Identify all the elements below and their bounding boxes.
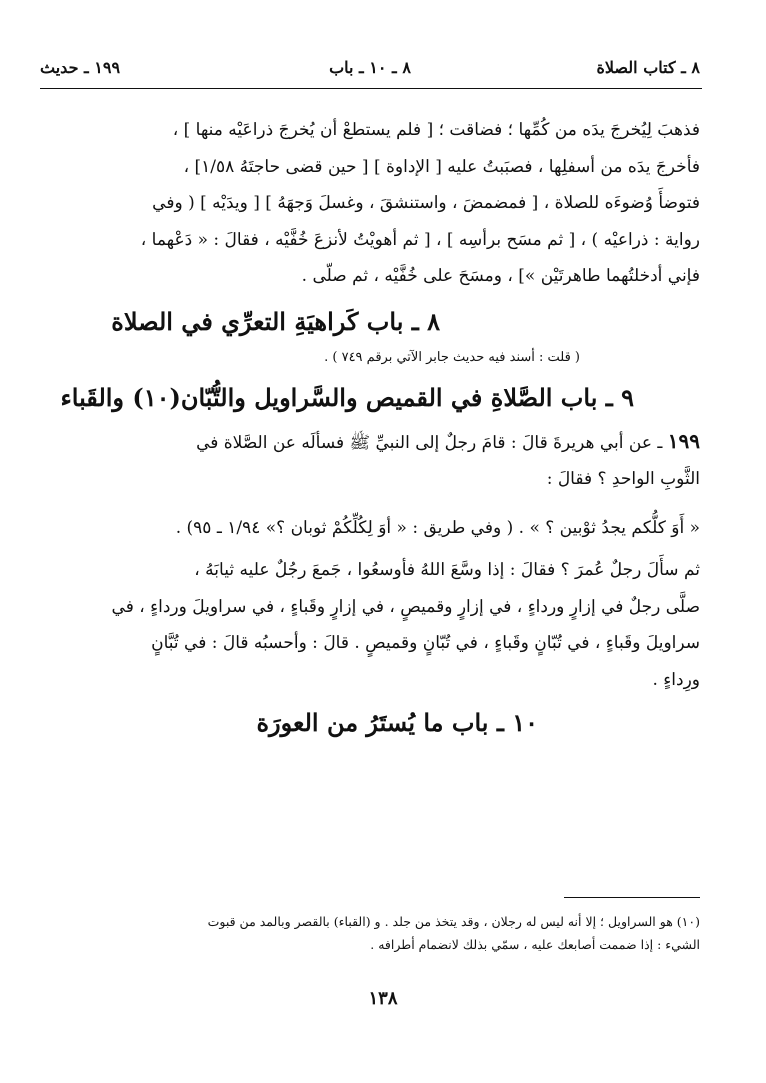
hadith-199 bbox=[44, 423, 700, 699]
text-line: فذهبَ لِيُخرجَ يدَه من كُمِّها ؛ فضاقت ؛ [ فلم يستطعْ أن يُخرجَ ذراعَيْه منها ] ، bbox=[172, 120, 700, 140]
running-header bbox=[40, 52, 700, 88]
header-hadith-number: ١٩٩ ـ حديث bbox=[40, 58, 121, 77]
footnote-divider bbox=[564, 897, 700, 898]
spacer bbox=[44, 498, 700, 510]
footnote-line: (١٠) هو السراويل ؛ إلا أنه ليس له رجلان ، وقد يتخذ من جلد . و (القباء) بالقصر وبالمد من قبوت bbox=[207, 914, 700, 929]
hadith-intro-line bbox=[44, 423, 700, 462]
text-line: فأخرجَ يدَه من أسفلِها ، فصبَبتُ عليه [ الإداوة ] [ حين قضى حاجتَهُ ١/٥٨] ، bbox=[183, 156, 700, 177]
text-line: ثم سأَلَ رجلٌ عُمرَ ؟ فقالَ : إذا وسَّعَ اللهُ فأوسعُوا ، جَمعَ رجُلٌ عليه ثيابَهُ ، bbox=[194, 560, 700, 580]
hadith-intro-line-2: الثَّوبِ الواحدِ ؟ فقالَ : bbox=[546, 469, 700, 489]
page-number: ١٣٨ bbox=[368, 988, 398, 1009]
page-body bbox=[44, 112, 700, 748]
hadith-quote: « أَوَ كلُّكم يجدُ ثوْبين ؟ » . ( وفي طريق : « أوَ لِكُلِّكُمْ ثوبان ؟» ١/٩٤ ـ ٩٥) . bbox=[175, 517, 700, 538]
text-line: فإني أدخلتُهما طاهرتَيْن »] ، ومسَحَ على خُفَّيْه ، ثم صلّى . bbox=[301, 266, 700, 286]
chapter-8-heading: ٨ ـ باب كَراهيَةِ التعرِّي في الصلاة bbox=[111, 306, 440, 336]
header-divider bbox=[40, 88, 702, 89]
text-line: صلَّى رجلٌ في إزارٍ ورداءٍ ، في إزارٍ وقميصٍ ، في إزارٍ وقَباءٍ ، في سراويلَ ورداءٍ ، في bbox=[111, 596, 700, 617]
footnote-line: الشيء : إذا ضممت أصابعك عليه ، سمّي بذلك لانضمام أطرافه . bbox=[370, 937, 700, 952]
chapter-8-note: ( قلت : أسند فيه حديث جابر الآتي برقم ٧٤٩ ) . bbox=[324, 349, 580, 365]
header-book-title: ٨ ـ كتاب الصلاة bbox=[596, 58, 700, 77]
text-line: ورِداءٍ . bbox=[652, 669, 700, 690]
chapter-10-heading: ١٠ ـ باب ما يُستَرُ من العورَة bbox=[256, 708, 538, 737]
text-line: سراويلَ وقَباءٍ ، في تُبّانٍ وقَباءٍ ، في تُبّانٍ وقميصٍ . قالَ : وأحسبُه قالَ : في تُبَّانٍ bbox=[151, 633, 700, 653]
text-line: فتوضأَ وُضوءَه للصلاة ، [ فمضمضَ ، واستنشقَ ، وغسلَ وَجهَهُ ] [ ويدَيْه ] ( وفي bbox=[152, 193, 700, 213]
paragraph-wudu bbox=[44, 112, 700, 295]
chapter-9-heading: ٩ ـ باب الصَّلاةِ في القميص والسَّراويل والتُّبّان(١٠) والقَباء bbox=[60, 382, 634, 412]
text-line: رواية : ذراعيْه ) ، [ ثم مسَح برأسِه ] ، [ ثم أهويْتُ لأنزعَ خُفَّيْه ، فقالَ : « دَعْهما ، bbox=[140, 229, 700, 250]
header-chapter-range: ٨ ـ ١٠ ـ باب bbox=[329, 58, 411, 77]
hadith-intro-text: ـ عن أبي هريرةَ قالَ : قامَ رجلٌ إلى النبيِّ ﷺ فسألَه عن الصَّلاة في bbox=[196, 432, 663, 453]
hadith-number: ١٩٩ bbox=[667, 428, 700, 453]
footnote bbox=[48, 910, 700, 956]
